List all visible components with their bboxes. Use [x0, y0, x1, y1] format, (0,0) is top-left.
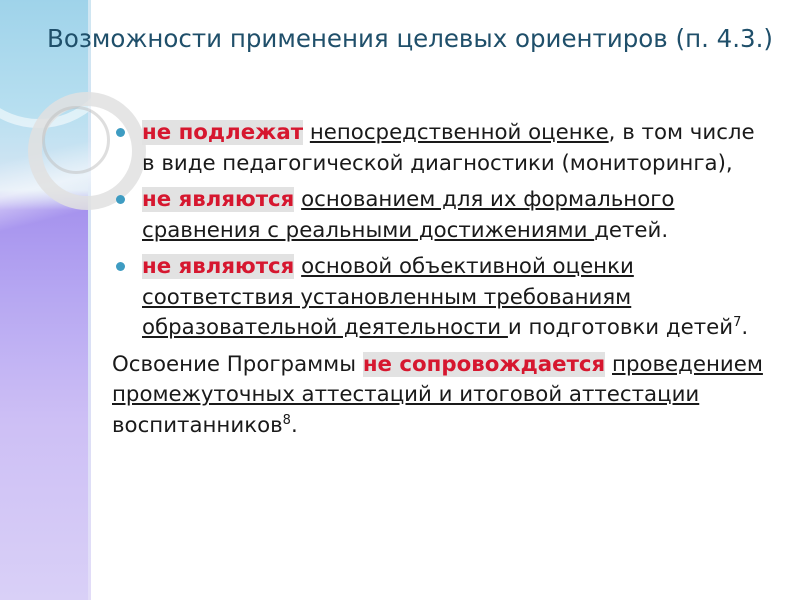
bullet-list	[104, 118, 764, 344]
bullet-dot-icon	[116, 128, 125, 137]
bullet-dot-icon	[116, 262, 125, 271]
slide-body	[104, 118, 764, 441]
highlight-phrase: не являются	[142, 187, 295, 212]
closing-tail: .	[290, 412, 298, 438]
underlined-phrase: непосредственной оценке	[309, 120, 609, 145]
bullet-item-2	[104, 185, 764, 246]
highlight-phrase: не подлежат	[142, 120, 304, 145]
decorative-ring-inner	[42, 106, 110, 174]
bullet-item-3	[104, 252, 764, 344]
underlined-phrase: проведением промежуточных аттестаций и итоговой аттестации	[112, 351, 763, 407]
bullet-item-1	[104, 118, 764, 179]
slide-title: Возможности применения целевых ориентиров (п. 4.3.)	[47, 24, 773, 53]
footnote-marker: 7	[733, 314, 742, 330]
closing-text: воспитанников	[112, 412, 283, 438]
bullet-tail: .	[741, 315, 749, 340]
bullet-text: и подготовки детей	[507, 315, 734, 340]
highlight-phrase: не являются	[142, 254, 295, 279]
bullet-text: , в том числе в виде педагогической диагностики (мониторинга),	[142, 120, 755, 176]
underlined-phrase: основой объективной оценки соответствия установленным требованиям образовательной деятельности	[142, 254, 634, 340]
closing-lead: Освоение Программы	[112, 351, 363, 377]
bullet-text: детей.	[594, 217, 669, 243]
highlight-phrase: не сопровождается	[362, 351, 606, 377]
underlined-phrase: основанием для их формального сравнения с реальными достижениями	[142, 187, 675, 243]
footnote-marker: 8	[282, 412, 291, 428]
bullet-dot-icon	[116, 195, 125, 204]
closing-paragraph	[104, 350, 764, 442]
